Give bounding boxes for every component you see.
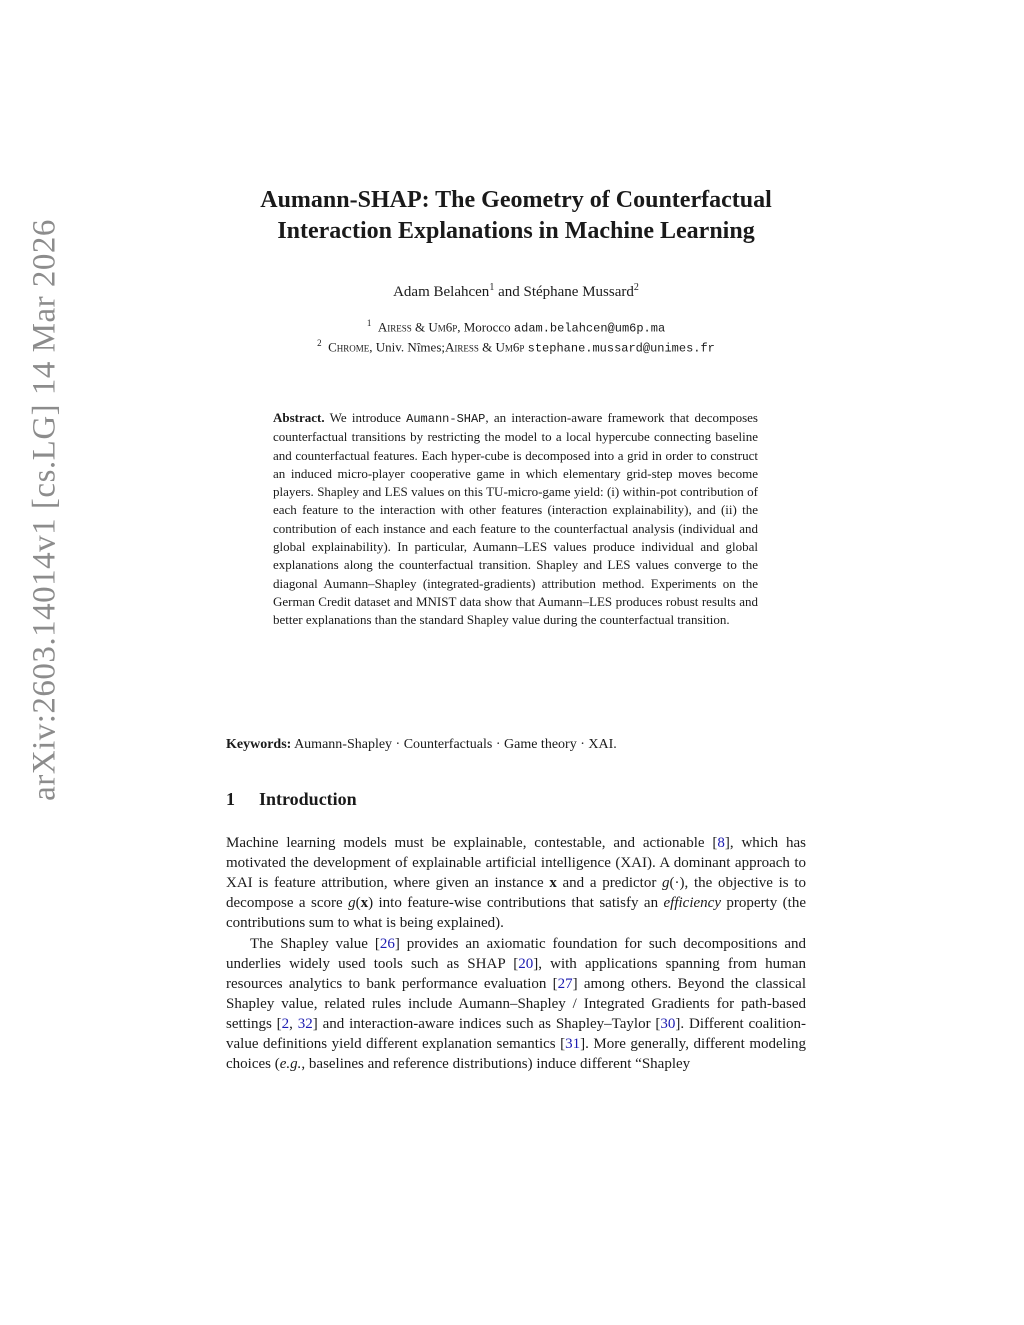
- p1-text-b: ], which has motivated the development of explainable artificial intelligence (XAI). A dominant approach to XAI is feature attribution, where given an instance: [226, 835, 806, 891]
- affiliation-1: [226, 318, 806, 335]
- section-heading: [226, 789, 806, 810]
- arxiv-stamp: [10, 60, 80, 960]
- p2-text-h: , baselines and reference distributions) induce different “Shapley: [301, 1056, 691, 1072]
- emphasis-efficiency: efficiency: [663, 895, 721, 911]
- citation-link[interactable]: 30: [660, 1016, 676, 1032]
- affiliation-2: [226, 338, 806, 355]
- p2-text-c: ], with applications spanning from human resources analytics to bank performance evaluation [: [226, 956, 806, 992]
- math-g: g: [348, 895, 356, 911]
- p2-sep: ,: [289, 1016, 298, 1032]
- p2-text-g: ]. More generally, different modeling choices (: [226, 1036, 806, 1072]
- p2-text-d: ] among others. Beyond the classical Shapley value, related rules include Aumann–Shapley / Integrated Gradients for path-based settings [: [226, 976, 806, 1032]
- affiliation-2-email[interactable]: stephane.mussard@unimes.fr: [527, 341, 715, 356]
- section-title: Introduction: [259, 789, 357, 809]
- keywords-label: Keywords:: [226, 737, 292, 752]
- arxiv-stamp-text: arXiv:2603.14014v1 [cs.LG] 14 Mar 2026: [26, 219, 63, 801]
- math-x: x: [549, 875, 557, 891]
- author-list: [226, 282, 806, 301]
- abstract-code: Aumann-SHAP: [406, 412, 486, 426]
- p1-text-e: (: [355, 895, 361, 911]
- author-2-mark: 2: [633, 282, 639, 293]
- affiliation-2-mark: 2: [317, 338, 322, 348]
- author-1: Adam Belahcen: [393, 284, 490, 300]
- author-and: and: [498, 284, 520, 300]
- title-line-2: Interaction Explanations in Machine Learning: [277, 218, 755, 244]
- citation-link[interactable]: 27: [557, 976, 573, 992]
- p1-text-f: ) into feature-wise contributions that satisfy an: [368, 895, 664, 911]
- p1-text-a: Machine learning models must be explainable, contestable, and actionable [: [226, 835, 718, 851]
- keywords-text: Aumann-Shapley · Counterfactuals · Game theory · XAI.: [294, 737, 617, 752]
- paragraph-1: [226, 833, 806, 933]
- affiliation-1-place: , Morocco: [457, 319, 511, 335]
- title-line-1: Aumann-SHAP: The Geometry of Counterfactual: [260, 187, 772, 213]
- body-text: [226, 833, 806, 1074]
- affiliation-2-place: , Univ. Nîmes;: [369, 339, 445, 355]
- abstract-intro: We introduce: [329, 410, 401, 425]
- citation-link[interactable]: 20: [518, 956, 534, 972]
- abstract: [273, 409, 758, 630]
- math-g: g: [662, 875, 670, 891]
- affiliation-2-org: Chrome: [328, 339, 370, 355]
- author-1-mark: 1: [489, 282, 495, 293]
- affiliation-1-mark: 1: [366, 318, 372, 328]
- citation-link[interactable]: 26: [379, 936, 395, 952]
- abstract-text: , an interaction-aware framework that decomposes counterfactual transitions by restricting the model to a local hypercube connecting baseline and counterfactual features. Each hyper-cube is decomposed into a grid in order to construct an induced micro-player cooperative game in which elementary grid-step moves become players. Shapley and LES values on this TU-micro-game yield: (i) within-pot contribution of each feature to the interaction with other features (interaction explainability), and (ii) the contribution of each instance and each feature to the counterfactual analysis (individual and global explainability). In particular, Aumann–LES values produce individual and global explanations along the counterfactual transition. Shapley and LES values converge to the diagonal Aumann–Shapley (integrated-gradients) attribution method. Experiments on the German Credit dataset and MNIST data show that Aumann–LES produces robust results and better explanations than the standard Shapley value during the counterfactual transition.: [273, 410, 758, 628]
- citation-link[interactable]: 8: [717, 835, 725, 851]
- abstract-label: Abstract.: [273, 410, 325, 425]
- paragraph-2: [226, 934, 806, 1074]
- citation-link[interactable]: 32: [297, 1016, 313, 1032]
- affiliation-2-org2: Airess & Um6p: [445, 339, 525, 355]
- math-x: x: [360, 895, 369, 911]
- emphasis-eg: e.g.: [279, 1056, 302, 1072]
- p1-text-h: property (the contributions sum to what is being explained).: [226, 895, 806, 931]
- section-number: 1: [226, 789, 235, 809]
- keywords: [226, 737, 806, 753]
- p2-text-e: ] and interaction-aware indices such as Shapley–Taylor [: [312, 1016, 661, 1032]
- p1-text-c: and a predictor: [556, 875, 663, 891]
- citation-link[interactable]: 2: [281, 1016, 290, 1032]
- author-2: Stéphane Mussard: [523, 284, 634, 300]
- p2-text-a: The Shapley value [: [250, 936, 380, 952]
- p1-text-d: (·), the objective is to decompose a score: [226, 875, 806, 911]
- paper-title: [226, 185, 806, 247]
- affiliation-1-email[interactable]: adam.belahcen@um6p.ma: [513, 321, 666, 336]
- p2-text-f: ]. Different coalition-value definitions yield different explanation semantics [: [226, 1016, 806, 1052]
- p2-text-b: ] provides an axiomatic foundation for such decompositions and underlies widely used tools such as SHAP [: [226, 936, 806, 972]
- citation-link[interactable]: 31: [565, 1036, 581, 1052]
- affiliation-1-org: Airess & Um6p: [377, 319, 458, 335]
